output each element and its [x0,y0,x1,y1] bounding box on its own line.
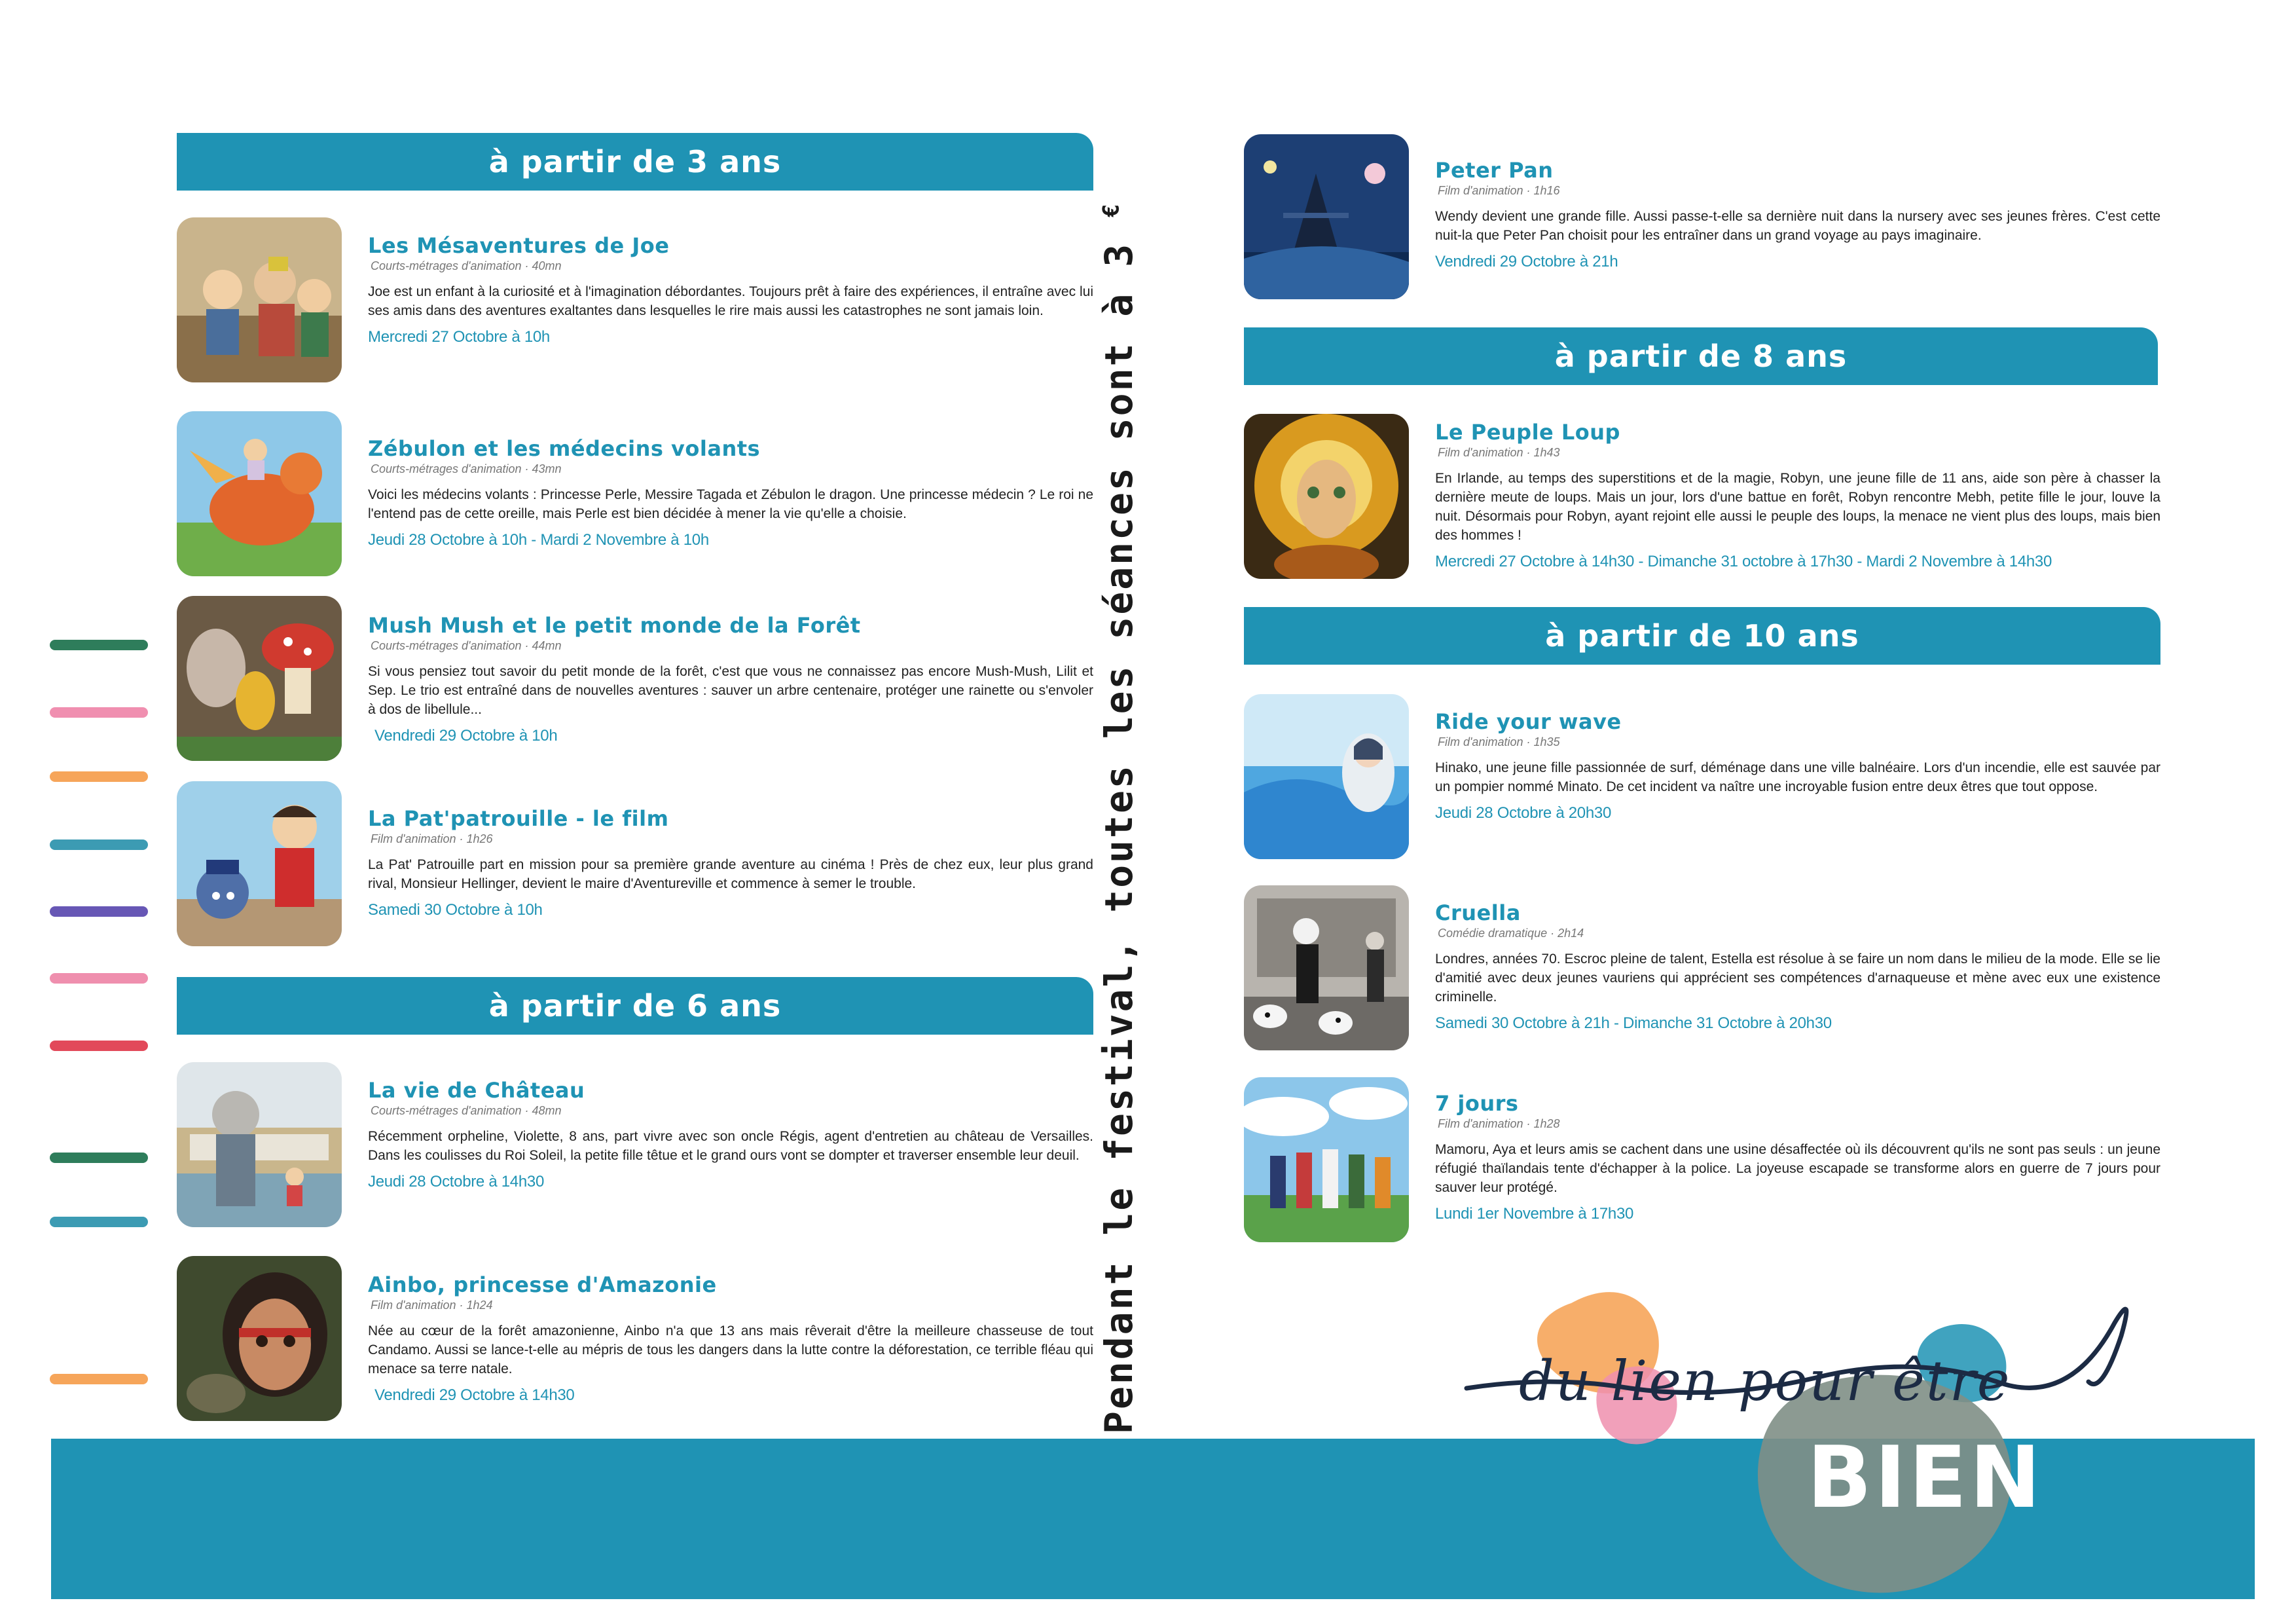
film-image-peuple-loup [1244,414,1409,579]
decor-dash-8 [50,1153,148,1163]
film-description: Joe est un enfant à la curiosité et à l'imagination débordantes. Toujours prêt à faire des expériences, il entraîne avec lui ses amis dans des aventures exaltantes dans lesquelles le rire mais aussi les catastrophes ne sont jamais loin. [368,284,1093,318]
film-date: Jeudi 28 Octobre à 14h30 [368,1173,544,1190]
film-meta: Courts-métrages d'animation · 44mn [371,639,562,652]
film-image-7-jours [1244,1077,1409,1242]
film-date: Jeudi 28 Octobre à 20h30 [1435,804,1611,822]
film-title: Cruella [1435,900,1521,925]
logo-word: BIEN [1807,1428,2044,1527]
film-date: Vendredi 29 Octobre à 21h [1435,253,1618,270]
section-banner-10-ans: à partir de 10 ans [1244,607,2160,665]
film-date: Samedi 30 Octobre à 21h - Dimanche 31 Octobre à 20h30 [1435,1014,1832,1032]
film-title: Ride your wave [1435,709,1622,734]
film-date: Mercredi 27 Octobre à 14h30 - Dimanche 31 octobre à 17h30 - Mardi 2 Novembre à 14h30 [1435,553,2052,570]
section-banner-8-ans: à partir de 8 ans [1244,327,2158,385]
film-description: Voici les médecins volants : Princesse Perle, Messire Tagada et Zébulon le dragon. Une princesse médecin ? Le roi ne l'entend pas de cette oreille, mais Perle est bien décidée à mener la vie qu'elle a choisie. [368,487,1093,521]
decor-dash-10 [50,1374,148,1384]
film-meta: Film d'animation · 1h35 [1438,735,1560,748]
film-date: Mercredi 27 Octobre à 10h [368,328,550,346]
film-date: Samedi 30 Octobre à 10h [368,901,543,919]
film-pat-patrouille [368,805,1093,919]
film-date: Jeudi 28 Octobre à 10h - Mardi 2 Novembre à 10h [368,531,709,549]
film-meta: Film d'animation · 1h24 [371,1299,493,1312]
film-image-ainbo [177,1256,342,1421]
vertical-price-note: Pendant le festival, toutes les séances sont à 3 € [1097,202,1141,1434]
decor-dash-1 [50,640,148,650]
film-description: La Pat' Patrouille part en mission pour sa première grande aventure au cinéma ! Près de chez eux, leur plus grand rival, Monsieur Hellinger, devient le maire d'Aventureville et commence à semer le trouble. [368,857,1093,891]
film-date: Vendredi 29 Octobre à 10h [374,727,558,745]
film-description: Mamoru, Aya et leurs amis se cachent dans une usine désaffectée où ils découvrent qu'ils ne sont pas seuls : un jeune réfugié thaïlandais tente d'échapper à la police. La joyeuse escapade se transforme alors en guerre de 7 jours pour sauver leur protégé. [1435,1142,2160,1195]
film-cruella [1435,900,2160,1033]
film-7-jours [1435,1090,2160,1223]
film-image-cruella [1244,885,1409,1050]
film-description: Londres, années 70. Escroc pleine de talent, Estella est résolue à se faire un nom dans le milieu de la mode. Elle se lie d'amitié avec deux jeunes vauriens qui apprécient ses compétences d'arnaqueuse et mène avec eux une existence criminelle. [1435,951,2160,1005]
film-meta: Film d'animation · 1h28 [1438,1117,1560,1130]
film-vie-de-chateau [368,1077,1093,1191]
film-meta: Courts-métrages d'animation · 40mn [371,259,562,272]
decor-dash-5 [50,906,148,917]
film-title: La Pat'patrouille - le film [368,806,669,831]
decor-dash-4 [50,840,148,850]
film-image-zebulon [177,411,342,576]
film-title: Ainbo, princesse d'Amazonie [368,1272,717,1297]
film-title: Les Mésaventures de Joe [368,233,670,258]
decor-dash-2 [50,707,148,718]
film-zebulon [368,435,1093,549]
film-description: Si vous pensiez tout savoir du petit monde de la forêt, c'est que vous ne connaissez pas encore Mush-Mush, Lilit et Sep. Le trio est entraîné dans de nouvelles aventures : sauver un arbre centenaire, protéger une rainette ou s'envoler à dos de libellule... [368,664,1093,717]
film-title: Zébulon et les médecins volants [368,436,761,461]
film-ride-your-wave [1435,709,2160,822]
film-image-joe [177,217,342,382]
film-ainbo [368,1272,1093,1405]
decor-dash-6 [50,973,148,984]
section-banner-3-ans: à partir de 3 ans [177,133,1093,191]
logo-script-text: du lien pour être [1519,1349,2011,1413]
film-title: Peter Pan [1435,158,1554,183]
film-image-ride-your-wave [1244,694,1409,859]
film-meta: Film d'animation · 1h43 [1438,446,1560,459]
film-peter-pan [1435,157,2160,271]
film-meta: Film d'animation · 1h16 [1438,184,1560,197]
film-joe [368,232,1093,346]
film-image-pat-patrouille [177,781,342,946]
film-image-vie-de-chateau [177,1062,342,1227]
film-image-mush-mush [177,596,342,761]
film-peuple-loup [1435,419,2160,571]
section-banner-6-ans: à partir de 6 ans [177,977,1093,1035]
film-meta: Film d'animation · 1h26 [371,832,493,845]
film-meta: Courts-métrages d'animation · 43mn [371,462,562,475]
film-date: Lundi 1er Novembre à 17h30 [1435,1205,1634,1223]
film-mush-mush [368,612,1093,745]
film-description: En Irlande, au temps des superstitions et de la magie, Robyn, une jeune fille de 11 ans, aide son père à chasser la dernière meute de loups. Mais un jour, lors d'une battue en forêt, Robyn rencontre Mebh, petite fille le jour, louve la nuit. Désormais pour Robyn, ayant rejoint elle aussi le peuple des loups, la menace ne vient plus des loups, mais bien des hommes ! [1435,471,2160,543]
film-description: Wendy devient une grande fille. Aussi passe-t-elle sa dernière nuit dans la nursery avec ses jeunes frères. C'est cette nuit-la que Peter Pan choisit pour les entraîner dans un grand voyage au pays imaginaire. [1435,209,2160,243]
film-date: Vendredi 29 Octobre à 14h30 [374,1386,575,1404]
decor-dash-9 [50,1217,148,1227]
film-meta: Courts-métrages d'animation · 48mn [371,1104,562,1117]
film-description: Récemment orpheline, Violette, 8 ans, part vivre avec son oncle Régis, agent d'entretien au château de Versailles. Dans les coulisses du Roi Soleil, la petite fille têtue et le grand ours vont se dompter et traverser ensemble leur deuil. [368,1129,1093,1163]
festival-logo [1460,1277,2180,1617]
film-title: Mush Mush et le petit monde de la Forêt [368,613,861,638]
film-title: Le Peuple Loup [1435,420,1620,445]
film-title: La vie de Château [368,1078,585,1103]
decor-dash-7 [50,1041,148,1051]
film-description: Née au cœur de la forêt amazonienne, Ainbo n'a que 13 ans mais rêverait d'être la meilleure chasseuse de tout Candamo. Aussi se lance-t-elle au mépris de tous les dangers dans la lutte contre la déforestation, ce terrible fléau qui menace sa terre natale. [368,1323,1093,1376]
film-description: Hinako, une jeune fille passionnée de surf, déménage dans une ville balnéaire. Lors d'un incendie, elle est sauvée par un pompier nommé Minato. De cet incident va naître une incroyable fusion entre deux êtres que tout oppose. [1435,760,2160,794]
decor-dash-3 [50,771,148,782]
film-meta: Comédie dramatique · 2h14 [1438,927,1584,940]
film-image-peter-pan [1244,134,1409,299]
film-title: 7 jours [1435,1091,1519,1116]
